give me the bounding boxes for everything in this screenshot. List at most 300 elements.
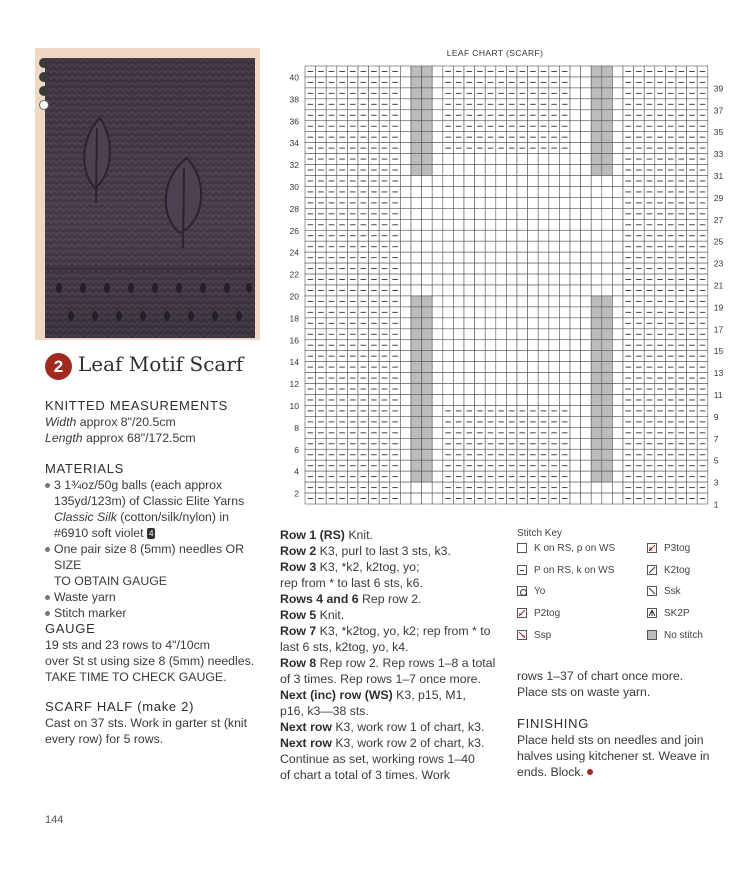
chart-cell	[570, 384, 581, 395]
row-label: Row 2	[280, 544, 317, 558]
chart-cell	[570, 493, 581, 504]
chart-cell	[475, 285, 486, 296]
chart-cell	[581, 329, 592, 340]
chart-cell	[411, 362, 422, 373]
chart-cell	[443, 384, 454, 395]
chart-cell	[581, 482, 592, 493]
chart-cell	[549, 208, 560, 219]
chart-cell	[549, 154, 560, 165]
chart-cell	[591, 329, 602, 340]
chart-cell	[422, 449, 433, 460]
chart-cell	[443, 154, 454, 165]
key-ssp: Ssp	[534, 630, 552, 641]
chart-cell	[570, 77, 581, 88]
chart-cell	[570, 438, 581, 449]
chart-cell	[411, 143, 422, 154]
chart-cell	[464, 230, 475, 241]
ssp-symbol-icon	[517, 630, 527, 640]
chart-cell	[411, 165, 422, 176]
chart-cell	[538, 186, 549, 197]
chart-cell	[422, 340, 433, 351]
chart-cell	[496, 351, 507, 362]
chart-cell	[475, 329, 486, 340]
chart-cell	[422, 197, 433, 208]
chart-cell	[432, 449, 443, 460]
chart-cell	[422, 186, 433, 197]
chart-cell	[443, 197, 454, 208]
scarf-half-text	[45, 715, 247, 747]
chart-cell	[400, 99, 411, 110]
chart-cell	[517, 219, 528, 230]
chart-cell	[432, 99, 443, 110]
chart-cell	[432, 460, 443, 471]
chart-cell	[528, 318, 539, 329]
chart-cell	[602, 230, 613, 241]
chart-cell	[612, 318, 623, 329]
chart-cell	[400, 66, 411, 77]
chart-cell	[506, 329, 517, 340]
chart-cell	[422, 482, 433, 493]
chart-cell	[432, 427, 443, 438]
instruction-line: of 3 times. Rep rows 1–7 once more.	[280, 672, 481, 686]
chart-cell	[602, 241, 613, 252]
chart-cell	[612, 252, 623, 263]
chart-cell	[475, 252, 486, 263]
chart-cell	[591, 77, 602, 88]
chart-cell	[581, 362, 592, 373]
scarf-number-badge: 2	[45, 353, 72, 380]
chart-cell	[570, 373, 581, 384]
chart-cell	[453, 197, 464, 208]
chart-cell	[612, 416, 623, 427]
chart-cell	[581, 373, 592, 384]
row-label-left: 28	[289, 203, 299, 214]
chart-cell	[485, 362, 496, 373]
chart-cell	[496, 395, 507, 406]
chart-cell	[464, 362, 475, 373]
chart-cell	[496, 252, 507, 263]
chart-cell	[422, 307, 433, 318]
chart-cell	[538, 154, 549, 165]
chart-cell	[443, 329, 454, 340]
chart-cell	[602, 263, 613, 274]
chart-cell	[422, 285, 433, 296]
chart-cell	[581, 110, 592, 121]
chart-cell	[411, 274, 422, 285]
page-title: Leaf Motif Scarf	[78, 352, 244, 376]
chart-cell	[400, 329, 411, 340]
chart-cell	[411, 77, 422, 88]
chart-cell	[528, 329, 539, 340]
chart-cell	[602, 482, 613, 493]
chart-cell	[559, 384, 570, 395]
chart-cell	[570, 274, 581, 285]
chart-cell	[602, 154, 613, 165]
chart-cell	[464, 340, 475, 351]
chart-cell	[602, 110, 613, 121]
chart-cell	[464, 395, 475, 406]
chart-cell	[591, 296, 602, 307]
key-purl: P on RS, k on WS	[534, 565, 615, 576]
chart-cell	[581, 176, 592, 187]
chart-cell	[591, 362, 602, 373]
chart-cell	[549, 395, 560, 406]
chart-cell	[432, 143, 443, 154]
chart-cell	[453, 274, 464, 285]
leaf-chart	[275, 62, 735, 512]
chart-cell	[485, 241, 496, 252]
row-label-right: 21	[713, 280, 724, 291]
chart-cell	[400, 121, 411, 132]
chart-cell	[432, 154, 443, 165]
chart-cell	[517, 285, 528, 296]
chart-cell	[411, 263, 422, 274]
chart-cell	[581, 143, 592, 154]
chart-cell	[453, 252, 464, 263]
chart-cell	[612, 438, 623, 449]
chart-cell	[612, 373, 623, 384]
chart-cell	[517, 340, 528, 351]
key-sk2p: SK2P	[664, 608, 690, 619]
chart-cell	[422, 416, 433, 427]
chart-cell	[612, 66, 623, 77]
chart-cell	[496, 176, 507, 187]
chart-cell	[506, 154, 517, 165]
chart-cell	[581, 416, 592, 427]
chart-cell	[591, 165, 602, 176]
chart-cell	[506, 307, 517, 318]
chart-cell	[570, 471, 581, 482]
row-text: K3, *k2, k2tog, yo;	[316, 560, 420, 574]
chart-cell	[570, 285, 581, 296]
chart-cell	[612, 219, 623, 230]
row-label-right: 1	[713, 499, 719, 510]
chart-cell	[612, 165, 623, 176]
yarn-weight-icon: 4	[148, 529, 154, 538]
chart-cell	[400, 77, 411, 88]
chart-cell	[581, 405, 592, 416]
chart-cell	[453, 241, 464, 252]
chart-cell	[517, 318, 528, 329]
chart-cell	[581, 241, 592, 252]
chart-cell	[538, 329, 549, 340]
chart-cell	[475, 373, 486, 384]
scarf-half-heading: SCARF HALF (make 2)	[45, 699, 195, 714]
chart-cell	[411, 340, 422, 351]
key-ssk: Ssk	[664, 586, 681, 597]
chart-cell	[581, 493, 592, 504]
k2tog-symbol-icon	[647, 565, 657, 575]
chart-cell	[528, 186, 539, 197]
chart-cell	[591, 307, 602, 318]
chart-cell	[528, 384, 539, 395]
chart-cell	[517, 307, 528, 318]
chart-cell	[422, 121, 433, 132]
chart-cell	[602, 351, 613, 362]
chart-cell	[549, 351, 560, 362]
chart-cell	[581, 208, 592, 219]
chart-cell	[432, 438, 443, 449]
chart-cell	[464, 165, 475, 176]
chart-cell	[549, 186, 560, 197]
chart-cell	[411, 493, 422, 504]
chart-cell	[506, 241, 517, 252]
chart-cell	[411, 373, 422, 384]
page-dot	[39, 72, 49, 82]
chart-cell	[538, 362, 549, 373]
chart-cell	[485, 208, 496, 219]
chart-cell	[581, 395, 592, 406]
chart-cell	[559, 165, 570, 176]
chart-cell	[485, 373, 496, 384]
chart-cell	[432, 274, 443, 285]
chart-cell	[506, 351, 517, 362]
chart-cell	[496, 197, 507, 208]
chart-cell	[506, 296, 517, 307]
chart-cell	[496, 285, 507, 296]
chart-cell	[570, 340, 581, 351]
chart-cell	[602, 132, 613, 143]
materials-needles	[45, 541, 270, 573]
chart-cell	[570, 449, 581, 460]
chart-cell	[475, 176, 486, 187]
chart-cell	[475, 219, 486, 230]
row-text: K3, *k2tog, yo, k2; rep from * to	[316, 624, 491, 638]
row-label-right: 31	[713, 171, 724, 181]
chart-cell	[602, 219, 613, 230]
chart-cell	[581, 88, 592, 99]
chart-cell	[581, 230, 592, 241]
width-value: approx 8"/20.5cm	[76, 415, 176, 429]
chart-cell	[559, 340, 570, 351]
chart-cell	[559, 208, 570, 219]
yarn-line: 3 1¾oz/50g balls (each approx	[54, 478, 223, 492]
chart-cell	[538, 230, 549, 241]
chart-cell	[612, 482, 623, 493]
chart-cell	[464, 208, 475, 219]
chart-cell	[422, 176, 433, 187]
gauge-line: over St st using size 8 (5mm) needles.	[45, 654, 255, 668]
chart-cell	[559, 362, 570, 373]
chart-cell	[559, 296, 570, 307]
chart-cell	[400, 318, 411, 329]
row-label-left: 36	[289, 116, 299, 127]
row-label-left: 12	[289, 379, 299, 390]
chart-cell	[485, 329, 496, 340]
chart-cell	[422, 77, 433, 88]
chart-cell	[432, 263, 443, 274]
chart-cell	[400, 384, 411, 395]
chart-cell	[400, 340, 411, 351]
chart-cell	[602, 373, 613, 384]
row-text: K3, work row 2 of chart, k3.	[331, 736, 485, 750]
chart-cell	[422, 208, 433, 219]
chart-cell	[591, 241, 602, 252]
chart-cell	[591, 219, 602, 230]
chart-cell	[528, 274, 539, 285]
instruction-line	[280, 559, 505, 575]
chart-cell	[549, 362, 560, 373]
row-label-left: 16	[289, 335, 299, 346]
chart-cell	[591, 197, 602, 208]
chart-cell	[581, 460, 592, 471]
chart-cell	[591, 427, 602, 438]
chart-cell	[581, 197, 592, 208]
chart-cell	[591, 405, 602, 416]
stitch-key-heading: Stitch Key	[517, 528, 563, 539]
chart-cell	[432, 197, 443, 208]
chart-cell	[570, 197, 581, 208]
chart-cell	[602, 285, 613, 296]
chart-cell	[506, 252, 517, 263]
chart-cell	[506, 362, 517, 373]
chart-cell	[496, 186, 507, 197]
chart-cell	[602, 449, 613, 460]
measurements-heading: KNITTED MEASUREMENTS	[45, 398, 229, 413]
chart-cell	[443, 219, 454, 230]
chart-cell	[538, 165, 549, 176]
chart-cell	[432, 121, 443, 132]
chart-cell	[528, 340, 539, 351]
page-dot	[39, 86, 49, 96]
chart-cell	[517, 395, 528, 406]
chart-cell	[528, 263, 539, 274]
chart-cell	[422, 460, 433, 471]
chart-cell	[570, 362, 581, 373]
chart-cell	[422, 405, 433, 416]
chart-cell	[602, 318, 613, 329]
chart-cell	[602, 405, 613, 416]
chart-cell	[602, 471, 613, 482]
chart-cell	[432, 307, 443, 318]
chart-cell	[581, 66, 592, 77]
chart-cell	[538, 274, 549, 285]
chart-cell	[517, 241, 528, 252]
no-stitch-symbol-icon	[647, 630, 657, 640]
chart-cell	[475, 395, 486, 406]
chart-cell	[591, 395, 602, 406]
chart-cell	[559, 197, 570, 208]
chart-cell	[411, 329, 422, 340]
finishing-end: ends. Block.	[517, 765, 584, 779]
chart-cell	[612, 154, 623, 165]
chart-cell	[559, 230, 570, 241]
chart-cell	[549, 241, 560, 252]
chart-cell	[591, 493, 602, 504]
chart-cell	[443, 285, 454, 296]
chart-cell	[443, 373, 454, 384]
row-label-right: 17	[713, 324, 724, 335]
row-label-left: 18	[289, 313, 299, 324]
chart-cell	[422, 165, 433, 176]
chart-cell	[432, 285, 443, 296]
page-dot	[39, 100, 49, 110]
chart-cell	[411, 318, 422, 329]
chart-cell	[400, 482, 411, 493]
chart-cell	[475, 318, 486, 329]
chart-cell	[612, 263, 623, 274]
chart-cell	[411, 351, 422, 362]
chart-cell	[538, 197, 549, 208]
chart-cell	[400, 362, 411, 373]
chart-cell	[549, 165, 560, 176]
chart-cell	[570, 132, 581, 143]
chart-cell	[506, 318, 517, 329]
row-label-left: 26	[289, 225, 299, 236]
chart-cell	[411, 307, 422, 318]
chart-cell	[443, 296, 454, 307]
page-dot	[39, 58, 49, 68]
chart-cell	[453, 165, 464, 176]
chart-cell	[612, 329, 623, 340]
row-label: Next row	[280, 720, 332, 734]
chart-cell	[581, 77, 592, 88]
chart-cell	[422, 395, 433, 406]
chart-cell	[496, 384, 507, 395]
chart-cell	[432, 165, 443, 176]
finishing-text	[517, 732, 710, 780]
instruction-line	[280, 527, 505, 543]
row-label-left: 32	[289, 160, 299, 171]
chart-cell	[453, 219, 464, 230]
chart-cell	[612, 405, 623, 416]
chart-cell	[538, 395, 549, 406]
chart-cell	[538, 307, 549, 318]
chart-cell	[517, 296, 528, 307]
chart-cell	[432, 88, 443, 99]
chart-cell	[496, 362, 507, 373]
chart-cell	[400, 241, 411, 252]
chart-cell	[453, 351, 464, 362]
chart-cell	[506, 340, 517, 351]
gauge-heading: GAUGE	[45, 621, 96, 636]
waste-line: Waste yarn	[54, 590, 116, 604]
chart-cell	[517, 176, 528, 187]
chart-cell	[453, 285, 464, 296]
chart-cell	[443, 186, 454, 197]
chart-cell	[549, 285, 560, 296]
chart-cell	[517, 351, 528, 362]
chart-cell	[581, 471, 592, 482]
chart-cell	[443, 241, 454, 252]
chart-cell	[411, 252, 422, 263]
chart-cell	[496, 241, 507, 252]
chart-cell	[422, 132, 433, 143]
chart-cell	[506, 165, 517, 176]
chart-cell	[570, 110, 581, 121]
chart-cell	[400, 449, 411, 460]
chart-cell	[422, 384, 433, 395]
row-label-right: 11	[713, 390, 723, 400]
chart-cell	[400, 438, 411, 449]
chart-cell	[422, 427, 433, 438]
chart-cell	[432, 241, 443, 252]
chart-cell	[602, 208, 613, 219]
chart-cell	[570, 66, 581, 77]
knit-symbol-icon	[517, 543, 527, 553]
chart-cell	[400, 493, 411, 504]
chart-cell	[485, 395, 496, 406]
chart-cell	[612, 132, 623, 143]
needles-line: TO OBTAIN GAUGE	[54, 574, 167, 588]
chart-cell	[432, 77, 443, 88]
chart-cell	[432, 176, 443, 187]
chart-cell	[422, 219, 433, 230]
chart-cell	[591, 438, 602, 449]
ssk-symbol-icon	[647, 586, 657, 596]
chart-cell	[496, 274, 507, 285]
chart-cell	[453, 154, 464, 165]
